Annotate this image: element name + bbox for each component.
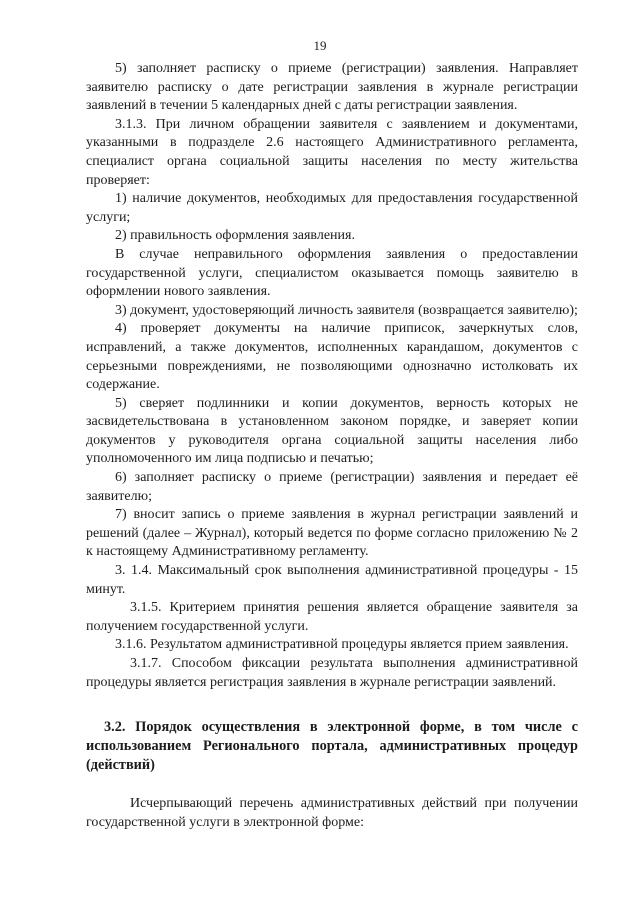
paragraph: В случае неправильного оформления заявления о предоставлении государственной услуги, специалистом оказывается помощь заявителю в оформлении нового заявления. xyxy=(86,246,578,300)
paragraph: 5) заполняет расписку о приеме (регистрации) заявления. Направляет заявителю расписку о дате регистрации заявления в журнале регистрации заявлений в течении 5 календарных дней с даты регистрации заявления. xyxy=(86,61,578,114)
paragraph: 6) заполняет расписку о приеме (регистрации) заявления и передает её заявителю; xyxy=(86,470,578,504)
paragraph: 4) проверяет документы на наличие приписок, зачеркнутых слов, исправлений, а также документов, исполненных карандашом, документов с серьезными повреждениями, не позволяющими однозначно истолковать их содержание. xyxy=(86,321,578,393)
paragraph: 5) сверяет подлинники и копии документов, верность которых не засвидетельствована в установленном законом порядке, и заверяет копии документов у руководителя органа социальной защиты населения либо уполномоченного им лица подписью и печатью; xyxy=(86,395,578,467)
page-number: 19 xyxy=(313,38,327,53)
paragraph: 3. 1.4. Максимальный срок выполнения административной процедуры - 15 минут. xyxy=(86,563,578,597)
paragraph: 3) документ, удостоверяющий личность заявителя (возвращается заявителю); xyxy=(115,302,578,318)
paragraph: 3.1.7. Способом фиксации результата выполнения административной процедуры является регистрация заявления в журнале регистрации заявлений. xyxy=(86,656,578,690)
paragraph: 1) наличие документов, необходимых для предоставления государственной услуги; xyxy=(86,191,578,225)
paragraph: 3.1.3. При личном обращении заявителя с заявлением и документами, указанными в подразделе 2.6 настоящего Административного регламента, специалист органа социальной защиты населения по месту жительства проверяет: xyxy=(86,116,578,188)
paragraph: 3.1.6. Результатом административной процедуры является прием заявления. xyxy=(115,637,569,653)
paragraph: 7) вносит запись о приеме заявления в журнал регистрации заявлений и решений (далее – Журнал), который ведется по форме согласно приложению № 2 к настоящему Административному регламенту. xyxy=(86,507,578,560)
section-heading: 3.2. Порядок осуществления в электронной форме, в том числе с использованием Регионального портала, административных процедур (действий) xyxy=(86,719,578,773)
paragraph: Исчерпывающий перечень административных действий при получении государственной услуги в электронной форме: xyxy=(86,796,578,830)
closing-block xyxy=(86,795,578,832)
paragraph: 2) правильность оформления заявления. xyxy=(115,228,355,244)
document-body xyxy=(86,60,578,692)
paragraph: 3.1.5. Критерием принятия решения является обращение заявителя за получением государственной услуги. xyxy=(86,600,578,634)
